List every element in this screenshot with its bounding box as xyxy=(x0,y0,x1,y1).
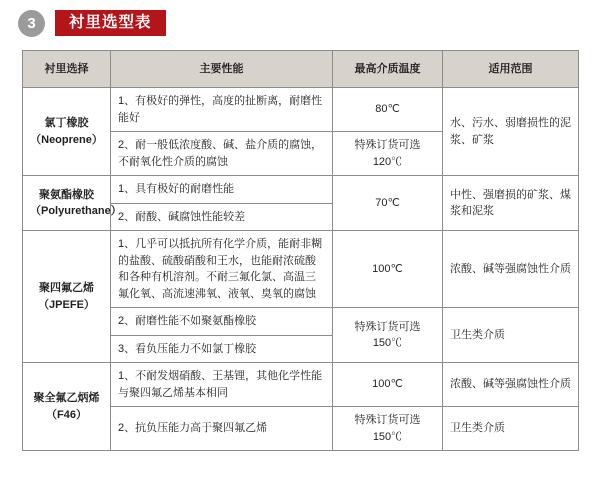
table-body xyxy=(23,88,579,451)
cell-max-temperature: 特殊订货可选150℃ xyxy=(333,308,443,363)
table-header-row xyxy=(23,51,579,88)
cell-performance: 2、耐酸、碱腐蚀性能较差 xyxy=(111,203,333,231)
cell-performance: 2、耐一般低浓度酸、碱、盐介质的腐蚀，不耐氧化性介质的腐蚀 xyxy=(111,132,333,176)
cell-performance: 1、几乎可以抵抗所有化学介质，能耐非糊的盐酸、硫酸硝酸和王水，也能耐浓硫酸和各种有机溶剂。不耐三氟化氯、高温三氟化氧、高流速沸氧、液氧、臭氧的腐蚀 xyxy=(111,231,333,308)
column-header-max-temperature: 最高介质温度 xyxy=(333,51,443,88)
cell-max-temperature: 100℃ xyxy=(333,363,443,407)
table-row xyxy=(23,363,579,407)
table-row xyxy=(23,88,579,132)
cell-max-temperature: 特殊订货可选150℃ xyxy=(333,407,443,451)
section-number-badge: 3 xyxy=(18,10,45,37)
cell-application-scope: 中性、强磨损的矿浆、煤浆和泥浆 xyxy=(443,176,579,231)
table-row xyxy=(23,176,579,204)
cell-max-temperature: 70℃ xyxy=(333,176,443,231)
cell-application-scope: 水、污水、弱磨损性的泥浆、矿浆 xyxy=(443,88,579,176)
cell-material: 氯丁橡胶 （Neoprene） xyxy=(23,88,111,176)
cell-max-temperature: 特殊订货可选120℃ xyxy=(333,132,443,176)
cell-max-temperature: 100℃ xyxy=(333,231,443,308)
cell-performance: 2、耐磨性能不如聚氨酯橡胶 xyxy=(111,308,333,336)
cell-material: 聚氨酯橡胶 （Polyurethane） xyxy=(23,176,111,231)
table-row xyxy=(23,231,579,308)
cell-material: 聚全氟乙炳烯 （F46） xyxy=(23,363,111,451)
cell-application-scope: 浓酸、碱等强腐蚀性介质 xyxy=(443,231,579,308)
column-header-material: 衬里选择 xyxy=(23,51,111,88)
cell-performance: 3、看负压能力不如氯丁橡胶 xyxy=(111,335,333,363)
lining-selection-table-wrap xyxy=(22,50,578,451)
cell-performance: 1、具有极好的耐磨性能 xyxy=(111,176,333,204)
table-header xyxy=(23,51,579,88)
column-header-performance: 主要性能 xyxy=(111,51,333,88)
lining-selection-table xyxy=(22,50,579,451)
column-header-application-scope: 适用范围 xyxy=(443,51,579,88)
cell-performance: 1、不耐发烟硝酸、王基锂，其他化学性能与聚四氟乙烯基本相同 xyxy=(111,363,333,407)
page-title: 衬里选型表 xyxy=(55,10,166,37)
cell-application-scope: 卫生类介质 xyxy=(443,407,579,451)
cell-application-scope: 浓酸、碱等强腐蚀性介质 xyxy=(443,363,579,407)
cell-application-scope: 卫生类介质 xyxy=(443,308,579,363)
cell-material: 聚四氟乙烯 （JPEFE） xyxy=(23,231,111,363)
cell-performance: 1、有极好的弹性，高度的扯断离，耐磨性能好 xyxy=(111,88,333,132)
section-header xyxy=(18,8,166,38)
cell-performance: 2、抗负压能力高于聚四氟乙烯 xyxy=(111,407,333,451)
cell-max-temperature: 80℃ xyxy=(333,88,443,132)
